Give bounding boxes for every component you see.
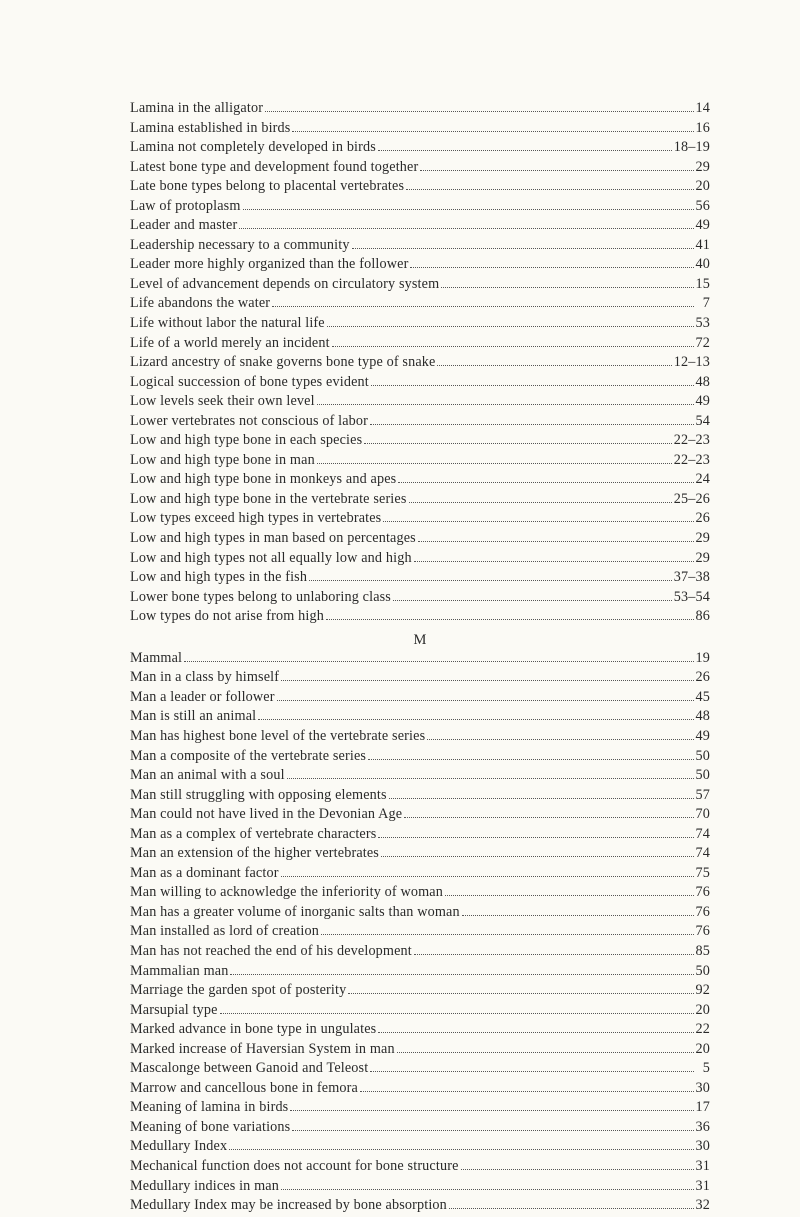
dot-leader [397,1052,694,1053]
entry-text: Law of protoplasm [130,197,241,214]
dot-leader [409,502,672,503]
dot-leader [378,837,693,838]
entry-page-number: 76 [695,884,710,901]
entry-text: Meaning of bone variations [130,1118,291,1135]
dot-leader [348,993,693,994]
entry-text: Man as a dominant factor [130,864,279,881]
entry-page-number: 30 [695,1079,710,1096]
entry-page-number: 53 [695,315,710,332]
dot-leader [277,700,694,701]
index-entry [130,335,710,355]
dot-leader [383,521,693,522]
entry-page-number: 24 [695,471,710,488]
entry-text: Medullary indices in man [130,1177,279,1194]
entry-text: Man has not reached the end of his development [130,942,412,959]
index-entry [130,354,710,374]
entry-page-number: 31 [695,1157,710,1174]
entry-text: Leader more highly organized than the follower [130,256,409,273]
entry-page-number: 14 [695,100,710,116]
index-entry [130,1099,710,1119]
entry-text: Lamina in the alligator [130,100,264,116]
entry-text: Man is still an animal [130,708,257,725]
index-entry [130,650,710,670]
entry-page-number: 36 [695,1118,710,1135]
dot-leader [184,661,693,662]
entry-page-number: 7 [702,295,710,312]
entry-page-number: 17 [695,1099,710,1116]
entry-text: Lower bone types belong to unlaboring class [130,588,391,605]
entry-text: Man has a greater volume of inorganic salts than woman [130,903,460,920]
index-entry [130,767,710,787]
entry-page-number: 48 [695,708,710,725]
index-entry [130,471,710,491]
entry-text: Marrow and cancellous bone in femora [130,1079,358,1096]
index-entry [130,689,710,709]
dot-leader [290,1110,693,1111]
index-section-m [130,650,710,1217]
entry-text: Low levels seek their own level [130,393,315,410]
entry-text: Life of a world merely an incident [130,334,330,351]
entry-page-number: 22 [695,1021,710,1038]
index-entry [130,530,710,550]
entry-page-number: 50 [695,767,710,784]
index-entry [130,139,710,159]
index-entry [130,608,710,628]
index-entry [130,217,710,237]
entry-text: Marked advance in bone type in ungulates [130,1021,377,1038]
entry-page-number: 37–38 [673,569,710,586]
index-entry [130,826,710,846]
dot-leader [364,443,672,444]
dot-leader [368,759,693,760]
entry-text: Lower vertebrates not conscious of labor [130,412,369,429]
index-entry [130,1041,710,1061]
dot-leader [406,189,693,190]
entry-text: Mechanical function does not account for bone structure [130,1157,459,1174]
entry-page-number: 56 [695,197,710,214]
entry-page-number: 26 [695,510,710,527]
index-entry [130,943,710,963]
entry-page-number: 20 [695,1040,710,1057]
dot-leader [258,719,693,720]
index-entry [130,198,710,218]
dot-leader [427,739,693,740]
dot-leader [404,817,693,818]
index-entry [130,569,710,589]
dot-leader [321,934,694,935]
dot-leader [281,876,694,877]
index-entry [130,178,710,198]
entry-page-number: 49 [695,727,710,744]
dot-leader [287,778,694,779]
entry-text: Man an extension of the higher vertebrates [130,845,379,862]
dot-leader [393,600,672,601]
dot-leader [445,895,694,896]
entry-text: Man still struggling with opposing elements [130,786,387,803]
dot-leader [332,346,694,347]
dot-leader [317,404,694,405]
index-entry [130,510,710,530]
entry-page-number: 30 [695,1138,710,1155]
entry-text: Level of advancement depends on circulatory system [130,275,440,292]
dot-leader [462,915,694,916]
index-entry [130,120,710,140]
dot-leader [352,248,694,249]
entry-page-number: 18–19 [673,139,710,156]
index-page [130,100,710,1217]
entry-text: Man willing to acknowledge the inferiority of woman [130,884,443,901]
entry-page-number: 16 [695,119,710,136]
entry-text: Lizard ancestry of snake governs bone type of snake [130,354,436,371]
index-entry [130,256,710,276]
index-entry [130,1060,710,1080]
entry-page-number: 57 [695,786,710,803]
index-entry [130,100,710,120]
entry-page-number: 29 [695,549,710,566]
entry-text: Mammalian man [130,962,229,979]
index-entry [130,728,710,748]
entry-text: Man a composite of the vertebrate series [130,747,367,764]
index-entry [130,904,710,924]
index-entry [130,295,710,315]
entry-page-number: 12–13 [673,354,710,371]
entry-text: Low and high types in man based on percentages [130,530,416,547]
index-entry [130,1021,710,1041]
entry-text: Mascalonge between Ganoid and Teleost [130,1060,369,1077]
entry-page-number: 15 [695,275,710,292]
index-entry [130,237,710,257]
dot-leader [281,680,693,681]
dot-leader [378,1032,693,1033]
index-entry [130,708,710,728]
entry-page-number: 50 [695,747,710,764]
entry-page-number: 85 [695,942,710,959]
dot-leader [243,209,694,210]
entry-text: Man has highest bone level of the vertebrate series [130,727,426,744]
entry-text: Low types exceed high types in vertebrates [130,510,382,527]
entry-text: Man could not have lived in the Devonian Age [130,806,403,823]
index-entry [130,432,710,452]
entry-text: Low and high type bone in the vertebrate series [130,490,407,507]
entry-page-number: 5 [702,1060,710,1077]
index-entry [130,884,710,904]
dot-leader [281,1189,694,1190]
dot-leader [389,798,694,799]
entry-text: Life abandons the water [130,295,271,312]
index-entry [130,1119,710,1139]
dot-leader [437,365,671,366]
entry-text: Low and high types in the fish [130,569,308,586]
dot-leader [381,856,694,857]
entry-page-number: 32 [695,1197,710,1214]
index-entry [130,1197,710,1217]
entry-text: Marriage the garden spot of posterity [130,982,347,999]
entry-text: Medullary Index [130,1138,228,1155]
entry-page-number: 29 [695,530,710,547]
dot-leader [265,111,693,112]
dot-leader [414,561,694,562]
index-entry [130,669,710,689]
dot-leader [326,619,694,620]
entry-page-number: 75 [695,864,710,881]
dot-leader [398,482,693,483]
entry-page-number: 45 [695,688,710,705]
dot-leader [292,1130,693,1131]
dot-leader [441,287,693,288]
index-entry [130,1080,710,1100]
entry-text: Low and high types not all equally low and high [130,549,412,566]
entry-page-number: 49 [695,393,710,410]
dot-leader [292,131,693,132]
index-entry [130,963,710,983]
entry-text: Man in a class by himself [130,669,280,686]
entry-text: Leadership necessary to a community [130,236,350,253]
dot-leader [418,541,694,542]
entry-text: Medullary Index may be increased by bone absorption [130,1197,447,1214]
index-entry [130,589,710,609]
index-entry [130,1002,710,1022]
dot-leader [360,1091,694,1092]
entry-page-number: 53–54 [673,588,710,605]
entry-text: Latest bone type and development found together [130,158,419,175]
entry-page-number: 26 [695,669,710,686]
entry-text: Man installed as lord of creation [130,923,319,940]
entry-text: Man an animal with a soul [130,767,285,784]
entry-text: Late bone types belong to placental vertebrates [130,178,405,195]
dot-leader [370,1071,694,1072]
index-entry [130,845,710,865]
entry-page-number: 41 [695,236,710,253]
entry-text: Marked increase of Haversian System in man [130,1040,395,1057]
index-entry [130,393,710,413]
entry-text: Low and high type bone in each species [130,432,363,449]
dot-leader [371,385,694,386]
entry-text: Low and high type bone in monkeys and apes [130,471,397,488]
entry-text: Mammal [130,649,183,666]
index-entry [130,1158,710,1178]
dot-leader [229,1149,693,1150]
dot-leader [410,267,693,268]
entry-text: Low and high type bone in man [130,451,315,468]
entry-page-number: 74 [695,825,710,842]
entry-text: Logical succession of bone types evident [130,373,369,390]
entry-page-number: 29 [695,158,710,175]
entry-text: Leader and master [130,217,238,234]
entry-text: Man as a complex of vertebrate characters [130,825,377,842]
index-entry [130,806,710,826]
index-entry [130,413,710,433]
index-entry [130,923,710,943]
entry-page-number: 20 [695,178,710,195]
entry-page-number: 54 [695,412,710,429]
entry-page-number: 86 [695,608,710,625]
index-entry [130,787,710,807]
dot-leader [378,150,672,151]
entry-page-number: 48 [695,373,710,390]
entry-text: Marsupial type [130,1001,218,1018]
index-entry [130,550,710,570]
index-entry [130,982,710,1002]
entry-page-number: 19 [695,649,710,666]
entry-page-number: 22–23 [673,432,710,449]
index-entry [130,1138,710,1158]
dot-leader [272,306,694,307]
index-entry [130,159,710,179]
dot-leader [449,1208,694,1209]
entry-text: Lamina established in birds [130,119,291,136]
dot-leader [461,1169,694,1170]
dot-leader [220,1013,694,1014]
entry-page-number: 50 [695,962,710,979]
entry-text: Low types do not arise from high [130,608,324,625]
entry-text: Meaning of lamina in birds [130,1099,289,1116]
entry-page-number: 70 [695,806,710,823]
entry-page-number: 72 [695,334,710,351]
entry-page-number: 74 [695,845,710,862]
dot-leader [309,580,672,581]
entry-text: Life without labor the natural life [130,315,325,332]
dot-leader [317,463,672,464]
entry-page-number: 76 [695,903,710,920]
entry-page-number: 76 [695,923,710,940]
index-entry [130,315,710,335]
entry-page-number: 92 [695,982,710,999]
index-entry [130,1178,710,1198]
entry-page-number: 20 [695,1001,710,1018]
entry-page-number: 22–23 [673,451,710,468]
dot-leader [420,170,693,171]
entry-text: Man a leader or follower [130,688,275,705]
entry-page-number: 40 [695,256,710,273]
dot-leader [414,954,694,955]
dot-leader [370,424,693,425]
dot-leader [327,326,694,327]
entry-page-number: 25–26 [673,490,710,507]
index-entry [130,748,710,768]
index-entry [130,491,710,511]
index-entry [130,374,710,394]
dot-leader [230,974,693,975]
dot-leader [239,228,693,229]
section-heading-m: M [413,631,427,648]
index-section-l [130,100,710,628]
index-entry [130,452,710,472]
entry-text: Lamina not completely developed in birds [130,139,376,156]
entry-page-number: 49 [695,217,710,234]
index-entry [130,865,710,885]
entry-page-number: 31 [695,1177,710,1194]
index-entry [130,276,710,296]
